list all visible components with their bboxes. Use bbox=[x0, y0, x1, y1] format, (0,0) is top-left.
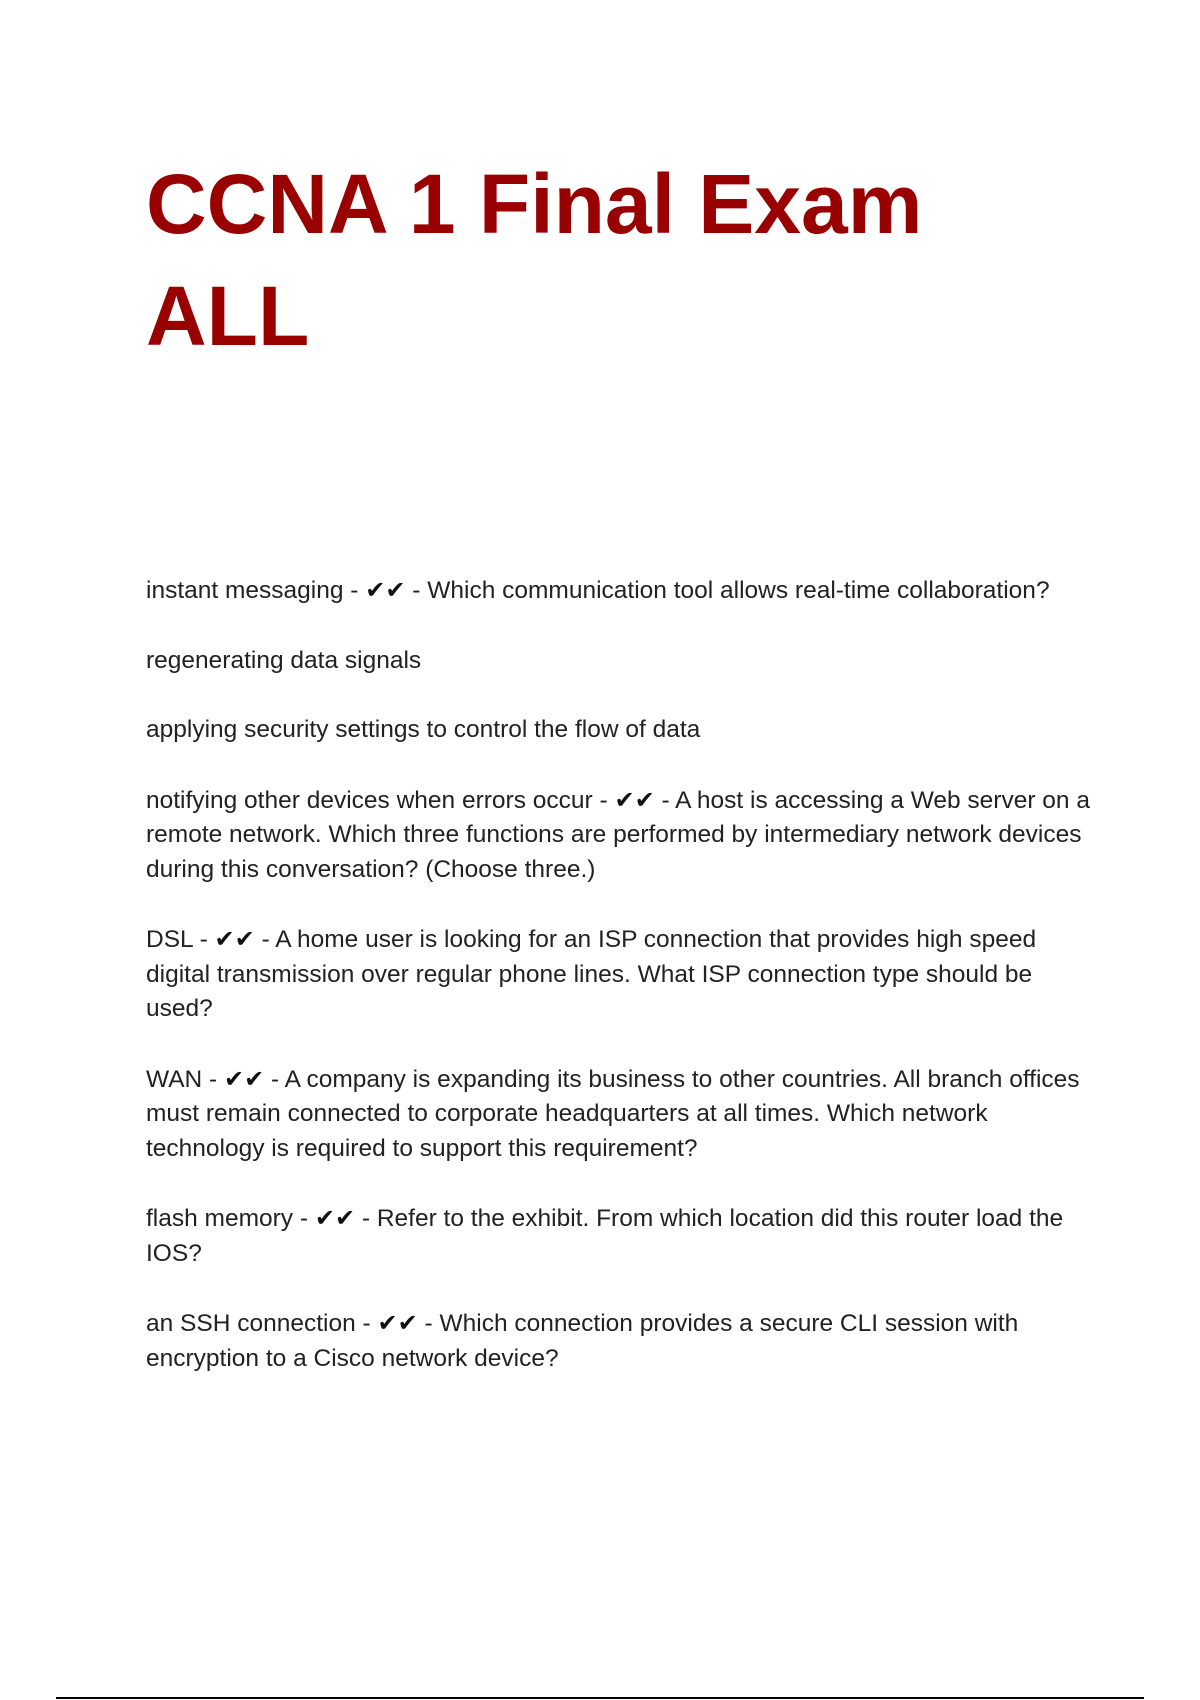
qa-entry bbox=[146, 573, 1091, 609]
answer-text: flash memory bbox=[146, 1205, 294, 1232]
separator: - bbox=[654, 786, 676, 814]
answer-text: WAN bbox=[146, 1065, 203, 1093]
answer-text: regenerating data signals bbox=[146, 646, 422, 674]
qa-entry bbox=[146, 1201, 1091, 1271]
question-text: A host is accessing a Web server on a remote network. Which three functions are performed by intermediary network devices during this conversation? (Choose three.) bbox=[146, 786, 1090, 883]
qa-entry bbox=[146, 783, 1091, 888]
qa-list bbox=[146, 573, 1091, 1411]
qa-entry bbox=[146, 644, 1091, 679]
double-check-icon: ✔✔ bbox=[224, 1064, 265, 1093]
question-text: Which connection provides a secure CLI session with encryption to a Cisco network device? bbox=[146, 1310, 1019, 1372]
document-title bbox=[146, 148, 1046, 372]
page-bottom-rule bbox=[56, 1697, 1144, 1699]
question-text: A company is expanding its business to other countries. All branch offices must remain connected to corporate headquarters at all times. Which network technology is required to support this requirement? bbox=[146, 1065, 1080, 1162]
double-check-icon: ✔✔ bbox=[377, 1309, 418, 1337]
separator: - bbox=[192, 926, 215, 953]
answer-text: notifying other devices when errors occur bbox=[146, 786, 593, 814]
double-check-icon: ✔✔ bbox=[314, 1204, 356, 1232]
separator: - bbox=[202, 1065, 225, 1093]
separator: - bbox=[405, 577, 428, 604]
double-check-icon: ✔✔ bbox=[365, 576, 406, 604]
qa-entry bbox=[146, 1306, 1091, 1376]
separator: - bbox=[293, 1205, 315, 1232]
qa-entry bbox=[146, 713, 1091, 748]
answer-text: DSL bbox=[146, 926, 193, 953]
question-text: Refer to the exhibit. From which location did this router load the IOS? bbox=[146, 1205, 1064, 1267]
question-text: A home user is looking for an ISP connection that provides high speed digital transmission over regular phone lines. What ISP connection type should be used? bbox=[146, 926, 1037, 1022]
qa-entry bbox=[146, 1062, 1091, 1167]
separator: - bbox=[592, 786, 615, 814]
separator: - bbox=[417, 1310, 440, 1337]
qa-entry bbox=[146, 922, 1091, 1027]
double-check-icon: ✔✔ bbox=[214, 925, 255, 953]
answer-text: instant messaging bbox=[146, 577, 344, 604]
title-line-2: ALL bbox=[146, 269, 310, 363]
separator: - bbox=[343, 577, 366, 604]
answer-text: an SSH connection bbox=[146, 1310, 356, 1337]
question-text: Which communication tool allows real-time collaboration? bbox=[427, 577, 1050, 604]
answer-text: applying security settings to control the flow of data bbox=[146, 716, 701, 743]
double-check-icon: ✔✔ bbox=[614, 785, 655, 814]
separator: - bbox=[264, 1065, 285, 1093]
separator: - bbox=[355, 1310, 378, 1337]
separator: - bbox=[254, 926, 276, 953]
title-line-1: CCNA 1 Final Exam bbox=[146, 157, 923, 251]
separator: - bbox=[355, 1205, 377, 1232]
